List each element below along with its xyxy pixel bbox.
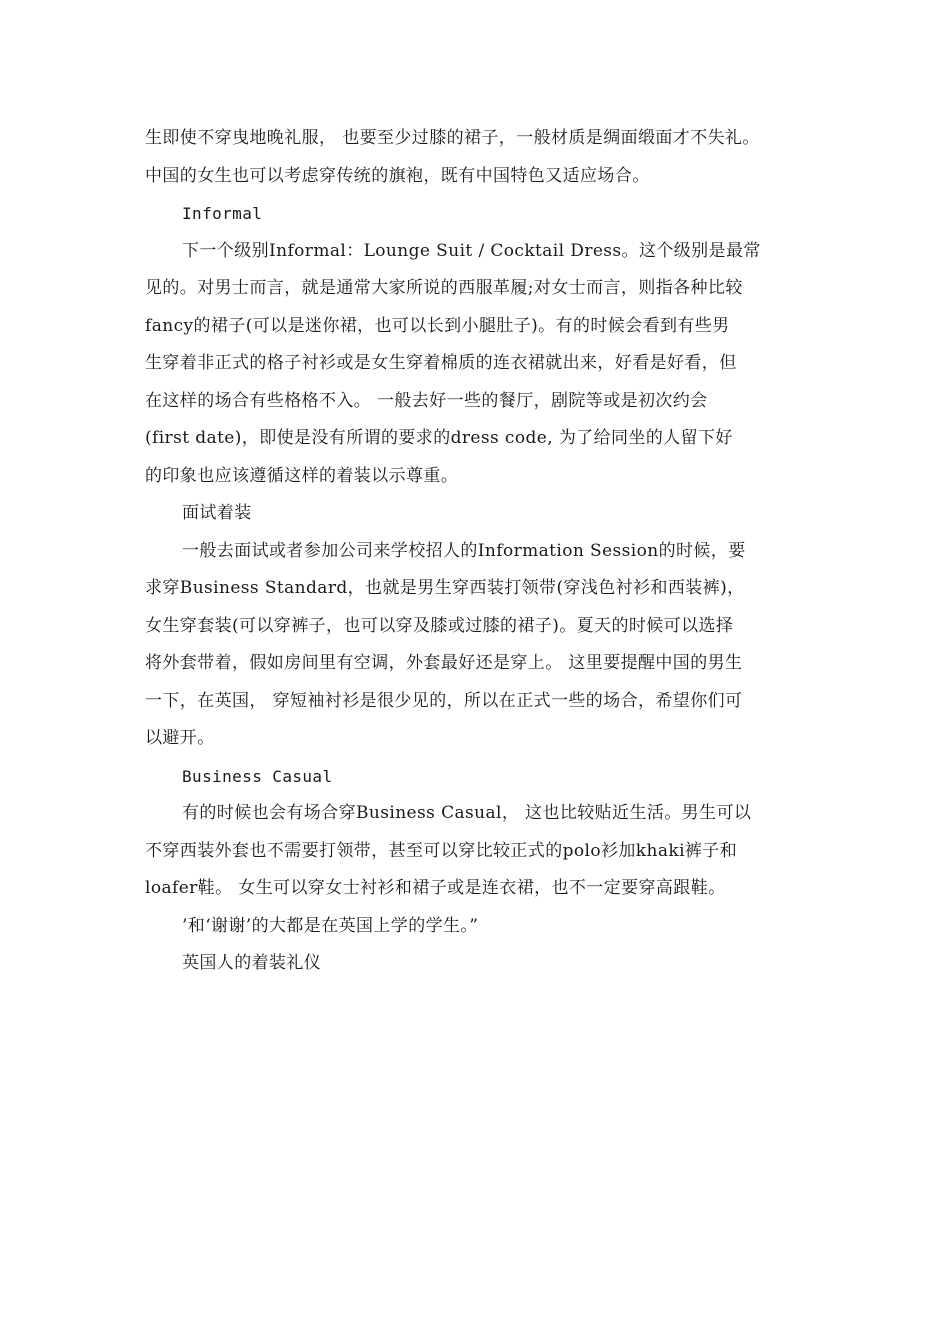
document-body	[145, 120, 835, 983]
text-line: 下一个级别Informal：Lounge Suit / Cocktail Dress。这个级别是最常	[182, 240, 761, 261]
text-line: (first date)，即使是没有所谓的要求的dress code, 为了给同坐的人留下好	[145, 428, 733, 448]
text-line: 在这样的场合有些格格不入。 一般去好一些的餐厅，剧院等或是初次约会	[145, 390, 708, 411]
text-line: 不穿西装外套也不需要打领带，甚至可以穿比较正式的polo衫加khaki裤子和	[145, 840, 738, 861]
text-line: ’和‘谢谢’的大都是在英国上学的学生。”	[182, 915, 479, 936]
text-line: 见的。对男士而言，就是通常大家所说的西服革履;对女士而言，则指各种比较	[145, 278, 743, 298]
section-heading-uk-dress-etiquette: 英国人的着装礼仪	[182, 953, 322, 973]
text-line: 女生穿套装(可以穿裤子，也可以穿及膝或过膝的裙子)。夏天的时候可以选择	[145, 615, 734, 636]
section-heading-interview: 面试着装	[182, 503, 252, 523]
text-line: 生穿着非正式的格子衬衫或是女生穿着棉质的连衣裙就出来，好看是好看，但	[145, 353, 737, 373]
text-line: loafer鞋。 女生可以穿女士衬衫和裙子或是连衣裙，也不一定要穿高跟鞋。	[145, 878, 726, 898]
text-line: 的印象也应该遵循这样的着装以示尊重。	[145, 465, 459, 486]
text-line: fancy的裙子(可以是迷你裙，也可以长到小腿肚子)。有的时候会看到有些男	[145, 315, 730, 336]
text-line: 求穿Business Standard，也就是男生穿西装打领带(穿浅色衬衫和西装裤)，	[145, 578, 745, 598]
text-line: 生即使不穿曳地晚礼服， 也要至少过膝的裙子，一般材质是绸面缎面才不失礼。	[145, 128, 760, 148]
text-line: 将外套带着，假如房间里有空调，外套最好还是穿上。 这里要提醒中国的男生	[145, 653, 743, 673]
section-heading-informal: Informal	[182, 204, 263, 223]
text-line: 有的时候也会有场合穿Business Casual， 这也比较贴近生活。男生可以	[182, 803, 752, 823]
text-line: 中国的女生也可以考虑穿传统的旗袍，既有中国特色又适应场合。	[145, 165, 650, 186]
section-heading-business-casual: Business Casual	[182, 766, 333, 786]
text-line: 一下，在英国， 穿短袖衬衫是很少见的，所以在正式一些的场合，希望你们可	[145, 690, 743, 711]
text-line: 以避开。	[145, 728, 215, 748]
text-line: 一般去面试或者参加公司来学校招人的Information Session的时候，要	[182, 540, 746, 561]
